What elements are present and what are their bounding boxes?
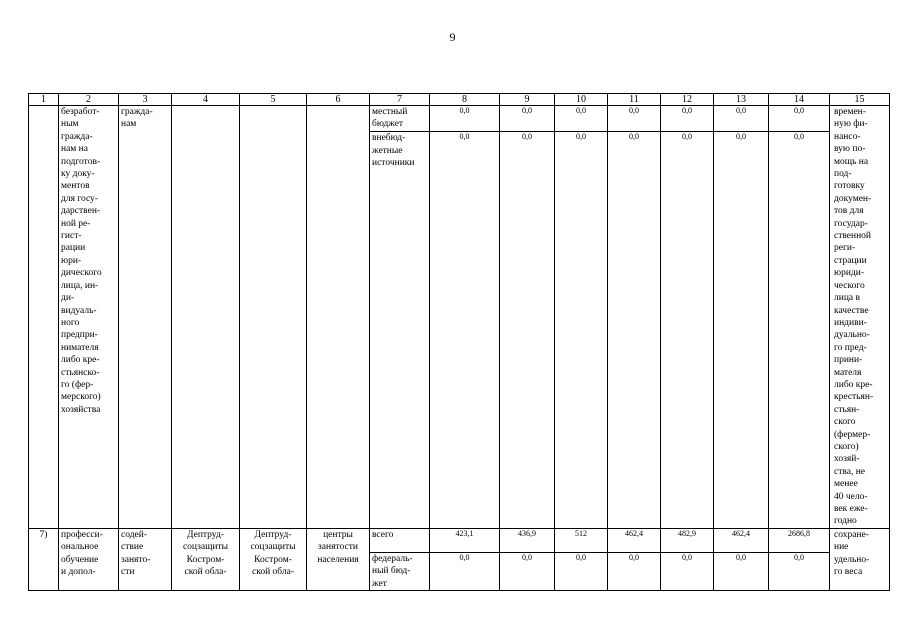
header-row	[29, 94, 890, 106]
header-cell: 8	[430, 94, 500, 106]
header-cell: 12	[661, 94, 714, 106]
value-cell: 482,9	[661, 528, 714, 552]
header-cell: 9	[500, 94, 555, 106]
funding-source-label: федераль- ный бюд- жет	[370, 552, 430, 590]
table-row	[29, 106, 890, 132]
expected-result-cell: сохране- ние удельно- го веса	[830, 528, 890, 590]
header-cell: 4	[172, 94, 240, 106]
value-cell: 436,9	[500, 528, 555, 552]
value-cell: 462,4	[714, 528, 769, 552]
item-number-cell: 7)	[29, 528, 59, 590]
value-cell: 0,0	[714, 552, 769, 590]
target-group-cell: гражда- нам	[119, 106, 172, 529]
value-cell: 0,0	[769, 132, 830, 529]
header-cell: 2	[59, 94, 119, 106]
executor-cell	[172, 106, 240, 529]
value-cell: 0,0	[555, 106, 608, 132]
value-cell: 462,4	[608, 528, 661, 552]
header-cell: 10	[555, 94, 608, 106]
value-cell: 0,0	[555, 552, 608, 590]
item-number-cell	[29, 106, 59, 529]
participant-cell: центры занятости населения	[307, 528, 370, 590]
header-cell: 7	[370, 94, 430, 106]
page-number: 9	[449, 30, 456, 44]
target-group-cell: содей- ствие занято- сти	[119, 528, 172, 590]
value-cell: 0,0	[430, 552, 500, 590]
header-cell: 1	[29, 94, 59, 106]
value-cell: 0,0	[661, 106, 714, 132]
executor-cell: Дептруд- соцзащиты Костром- ской обла-	[172, 528, 240, 590]
measure-name-cell: професси- ональное обучение и допол-	[59, 528, 119, 590]
funding-source-label: всего	[370, 528, 430, 552]
value-cell: 0,0	[661, 132, 714, 529]
participant-cell	[307, 106, 370, 529]
header-cell: 6	[307, 94, 370, 106]
funding-source-label: внебюд- жетные источники	[370, 132, 430, 529]
coexecutor-cell	[240, 106, 307, 529]
value-cell: 0,0	[500, 106, 555, 132]
value-cell: 0,0	[769, 552, 830, 590]
expected-result-cell: времен- ную фи- нансо- вую по- мощь на под- готовку докумен- тов для государ- ственной реги- страции юриди- ческого лица в качестве индиви- дуально- го пред- прини- мателя либо кре- крестьян- стьян- ского (фермер- ского) хозяй- ства, не менее 40 чело- век еже- годно	[830, 106, 890, 529]
header-cell: 13	[714, 94, 769, 106]
value-cell: 0,0	[608, 552, 661, 590]
value-cell: 0,0	[555, 132, 608, 529]
header-cell: 14	[769, 94, 830, 106]
value-cell: 0,0	[661, 552, 714, 590]
header-cell: 5	[240, 94, 307, 106]
value-cell: 0,0	[430, 106, 500, 132]
table-row	[29, 528, 890, 552]
measure-name-cell: безработ- ным гражда- нам на подготов- ку доку- ментов для госу- дарствен- ной ре- гист- рации юри- дического лица, ин- ди- видуаль- ного предпри- нимателя либо кре- стьянско- го (фер- мерского) хозяйства	[59, 106, 119, 529]
value-cell: 512	[555, 528, 608, 552]
budget-table	[28, 93, 890, 591]
value-cell: 0,0	[714, 132, 769, 529]
header-cell: 11	[608, 94, 661, 106]
header-cell: 15	[830, 94, 890, 106]
value-cell: 0,0	[608, 106, 661, 132]
value-cell: 0,0	[430, 132, 500, 529]
value-cell: 423,1	[430, 528, 500, 552]
value-cell: 0,0	[608, 132, 661, 529]
value-cell: 0,0	[500, 132, 555, 529]
header-cell: 3	[119, 94, 172, 106]
value-cell: 2686,8	[769, 528, 830, 552]
value-cell: 0,0	[500, 552, 555, 590]
funding-source-label: местный бюджет	[370, 106, 430, 132]
coexecutor-cell: Дептруд- соцзащиты Костром- ской обла-	[240, 528, 307, 590]
value-cell: 0,0	[714, 106, 769, 132]
value-cell: 0,0	[769, 106, 830, 132]
